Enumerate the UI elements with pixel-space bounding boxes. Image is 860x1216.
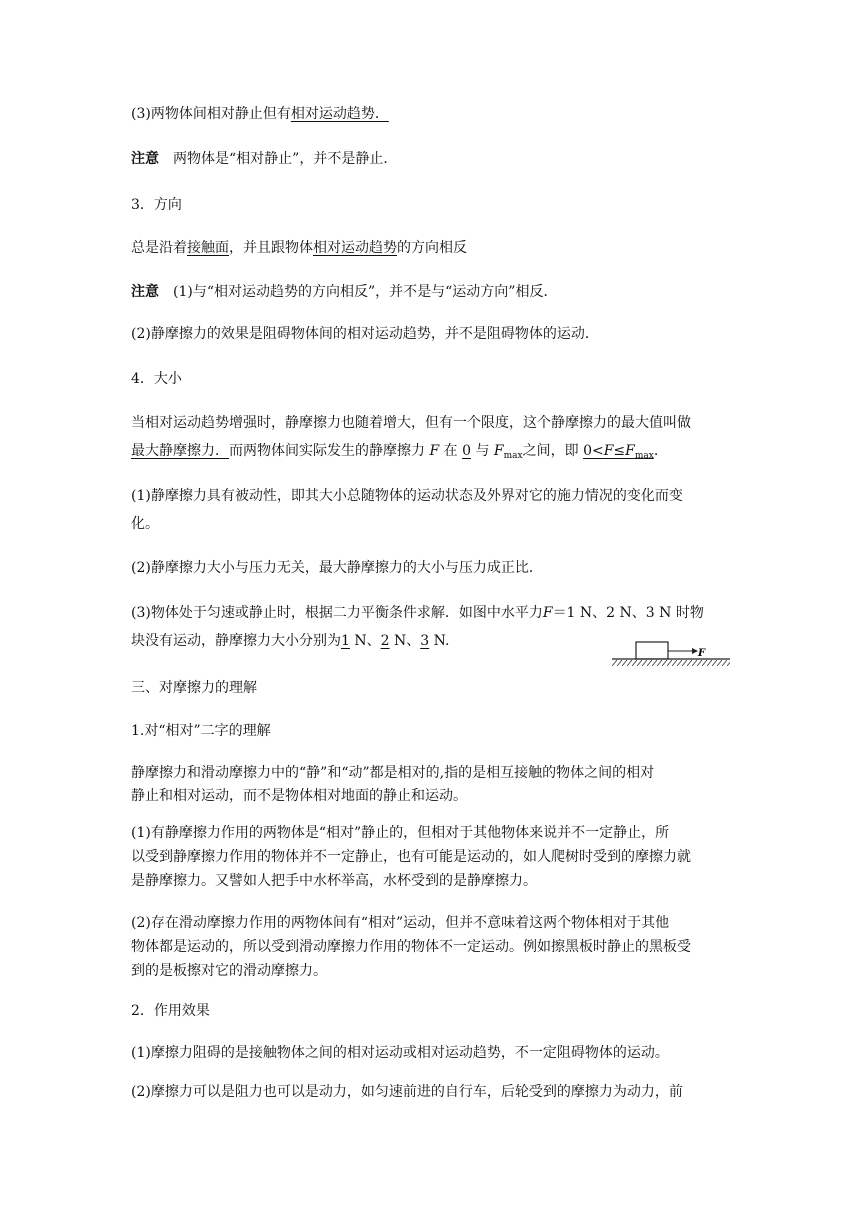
underlined-value: 1 <box>341 633 350 649</box>
note-label: 注意 <box>131 284 159 300</box>
text: 总是沿着 <box>131 240 187 256</box>
note-text: 两物体是“相对静止”，并不是静止． <box>173 151 398 167</box>
underlined-term: 相对运动趋势 <box>313 240 397 256</box>
item-effect-2: (2)摩擦力可以是阻力也可以是动力，如匀速前进的自行车，后轮受到的摩擦力为动力，前 <box>131 1084 683 1100</box>
text: ≤ <box>613 443 626 459</box>
symbol-F: F <box>603 443 614 459</box>
heading-direction: 3．方向 <box>131 197 182 213</box>
text: ＝1 N、2 N、3 N 时物 <box>552 605 704 621</box>
item-static-line2: 以受到静摩擦力作用的物体并不一定静止，也有可能是运动的，如人爬树时受到的摩擦力就 <box>131 849 691 865</box>
text: 之间，即 <box>522 443 579 459</box>
item-pressure: (2)静摩擦力大小与压力无关，最大静摩擦力的大小与压力成正比． <box>131 560 543 576</box>
heading-magnitude: 4．大小 <box>131 371 182 387</box>
item-effect-1: (1)摩擦力阻碍的是接触物体之间的相对运动或相对运动趋势，不一定阻碍物体的运动。 <box>131 1045 669 1061</box>
subheading-effect: 2．作用效果 <box>131 1003 210 1019</box>
subheading-relative: 1.对“相对”二字的理解 <box>131 723 271 739</box>
item-passive-line1: (1)静摩擦力具有被动性，即其大小总随物体的运动状态及外界对它的施力情况的变化而变 <box>131 488 683 504</box>
text: . <box>653 443 659 459</box>
text: (3)两物体间相对静止但有 <box>131 106 291 122</box>
paragraph-direction <box>131 238 467 258</box>
note-relative-rest <box>131 149 397 169</box>
item-balance-line1 <box>131 603 704 623</box>
paragraph-magnitude-line2 <box>131 441 658 466</box>
item-sliding-line1: (2)存在滑动摩擦力作用的两物体间有“相对”运动，但并不意味着这两个物体相对于其他 <box>131 915 670 931</box>
item-static-line1: (1)有静摩擦力作用的两物体是“相对”静止的，但相对于其他物体来说并不一定静止，所 <box>131 825 670 841</box>
text: N. <box>429 633 450 649</box>
paragraph-relative-line2: 静止和相对运动，而不是物体相对地面的静止和运动。 <box>131 788 467 804</box>
subscript: max <box>634 451 654 461</box>
note-label: 注意 <box>131 151 159 167</box>
item-balance-line2 <box>131 631 449 651</box>
note-direction <box>131 282 557 302</box>
underlined-term: 接触面 <box>187 240 229 256</box>
text: 在 <box>443 443 458 459</box>
note-direction-2: (2)静摩擦力的效果是阻碍物体间的相对运动趋势，并不是阻碍物体的运动． <box>131 326 599 342</box>
text: ，并且跟物体 <box>229 240 313 256</box>
section-heading-understanding: 三、对摩擦力的理解 <box>131 680 257 696</box>
underlined-value: 3 <box>420 633 430 649</box>
underlined-value: 2 <box>380 633 390 649</box>
text: (3)物体处于匀速或静止时，根据二力平衡条件求解．如图中水平力 <box>131 605 543 621</box>
paragraph-magnitude-line1: 当相对运动趋势增强时，静摩擦力也随着增大，但有一个限度，这个静摩擦力的最大值叫做 <box>131 415 691 431</box>
block <box>636 642 668 659</box>
note-text: (1)与“相对运动趋势的方向相反”，并不是与“运动方向”相反． <box>173 284 558 300</box>
underlined-term: 相对运动趋势． <box>290 106 389 122</box>
subscript: max <box>503 451 523 461</box>
text: 与 <box>475 443 490 459</box>
force-label: F <box>698 648 706 659</box>
text: N、 <box>389 633 421 649</box>
symbol-F: F <box>493 443 504 459</box>
item-sliding-line3: 到的是板擦对它的滑动摩擦力。 <box>131 963 327 979</box>
underlined-term: 最大静摩擦力． <box>131 443 229 459</box>
underlined-inequality <box>583 443 654 459</box>
item-static-line3: 是静摩擦力。又譬如人把手中水杯举高，水杯受到的是静摩擦力。 <box>131 873 537 889</box>
text: 的方向相反 <box>397 240 467 256</box>
underlined-value: 0 <box>462 443 471 459</box>
item-sliding-line2: 物体都是运动的，所以受到滑动摩擦力作用的物体不一定运动。例如擦黑板时静止的黑板受 <box>131 939 691 955</box>
text: 块没有运动，静摩擦力大小分别为 <box>131 633 341 649</box>
block-force-figure <box>612 636 730 672</box>
text: 0< <box>583 443 604 459</box>
item-passive-line2: 化。 <box>131 516 159 532</box>
symbol-F: F <box>625 443 635 459</box>
text: N、 <box>349 633 381 649</box>
text: 而两物体间实际发生的静摩擦力 <box>229 443 425 459</box>
line-s1-relative-rest <box>131 104 389 124</box>
ground-hatch <box>612 660 730 666</box>
symbol-F: F <box>429 443 440 459</box>
symbol-F: F <box>542 605 553 621</box>
paragraph-relative-line1: 静摩擦力和滑动摩擦力中的“静”和“动”都是相对的,指的是相互接触的物体之间的相对 <box>131 765 655 781</box>
